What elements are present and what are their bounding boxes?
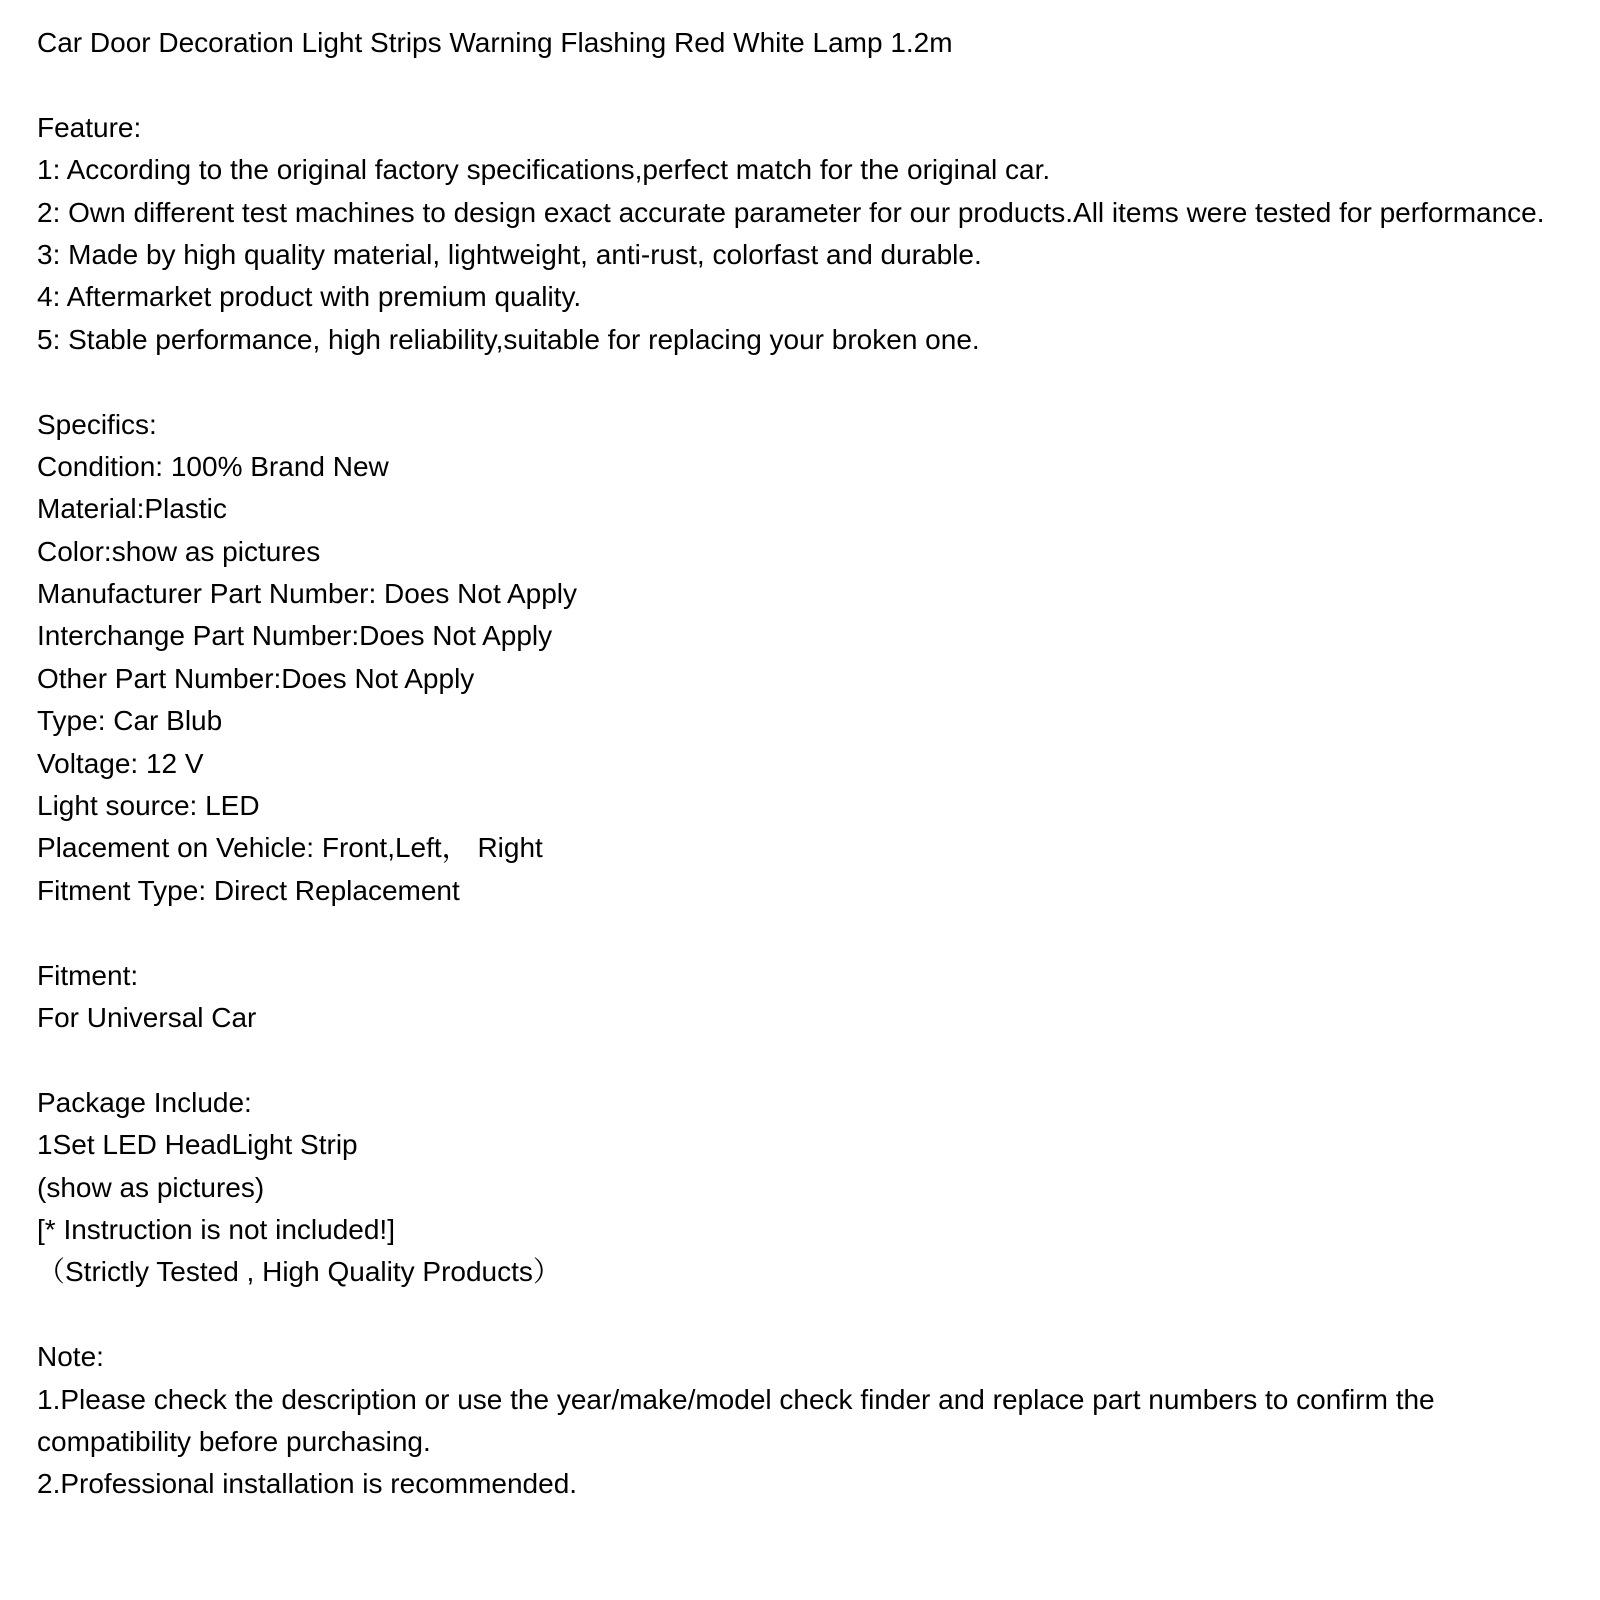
specifics-section	[37, 404, 1577, 913]
note-heading: Note:	[37, 1341, 104, 1373]
spacer	[37, 361, 1577, 403]
package-section	[37, 1082, 1577, 1294]
spec-item: Manufacturer Part Number: Does Not Apply	[37, 578, 578, 610]
spec-item: Color:show as pictures	[37, 535, 321, 567]
feature-item: 5: Stable performance, high reliability,suitable for replacing your broken one.	[37, 323, 980, 355]
feature-item: 3: Made by high quality material, lightweight, anti-rust, colorfast and durable.	[37, 238, 982, 270]
package-item: 1Set LED HeadLight Strip	[37, 1129, 358, 1161]
feature-item: 1: According to the original factory specifications,perfect match for the original car.	[37, 154, 1051, 186]
package-item: （Strictly Tested , High Quality Products）	[37, 1256, 561, 1288]
package-heading: Package Include:	[37, 1086, 252, 1118]
product-description	[37, 22, 1577, 1506]
note-item: 2.Professional installation is recommended.	[37, 1468, 578, 1500]
spec-item: Type: Car Blub	[37, 705, 223, 737]
spec-item: Placement on Vehicle: Front,Left， Right	[37, 832, 543, 864]
spacer	[37, 64, 1577, 106]
spacer	[37, 1039, 1577, 1081]
spacer	[37, 1294, 1577, 1336]
note-section	[37, 1336, 1577, 1506]
spec-item: Voltage: 12 V	[37, 747, 204, 779]
fitment-section	[37, 955, 1577, 1040]
spec-item: Other Part Number:Does Not Apply	[37, 662, 475, 694]
spec-item: Fitment Type: Direct Replacement	[37, 874, 460, 906]
feature-section	[37, 107, 1577, 361]
spec-item: Light source: LED	[37, 790, 260, 822]
feature-heading: Feature:	[37, 111, 142, 143]
spec-item: Interchange Part Number:Does Not Apply	[37, 620, 553, 652]
feature-item: 4: Aftermarket product with premium quality.	[37, 281, 582, 313]
package-item: (show as pictures)	[37, 1171, 265, 1203]
product-title: Car Door Decoration Light Strips Warning Flashing Red White Lamp 1.2m	[37, 27, 953, 58]
specifics-heading: Specifics:	[37, 408, 157, 440]
note-item: 1.Please check the description or use the year/make/model check finder and replace part numbers to confirm the compatibility before purchasing.	[37, 1383, 1435, 1457]
spec-item: Condition: 100% Brand New	[37, 450, 389, 482]
fitment-heading: Fitment:	[37, 959, 139, 991]
spacer	[37, 912, 1577, 954]
fitment-item: For Universal Car	[37, 1002, 257, 1033]
spec-item: Material:Plastic	[37, 493, 227, 525]
package-item: [* Instruction is not included!]	[37, 1213, 395, 1245]
feature-item: 2: Own different test machines to design exact accurate parameter for our products.All items were tested for performance.	[37, 196, 1545, 228]
